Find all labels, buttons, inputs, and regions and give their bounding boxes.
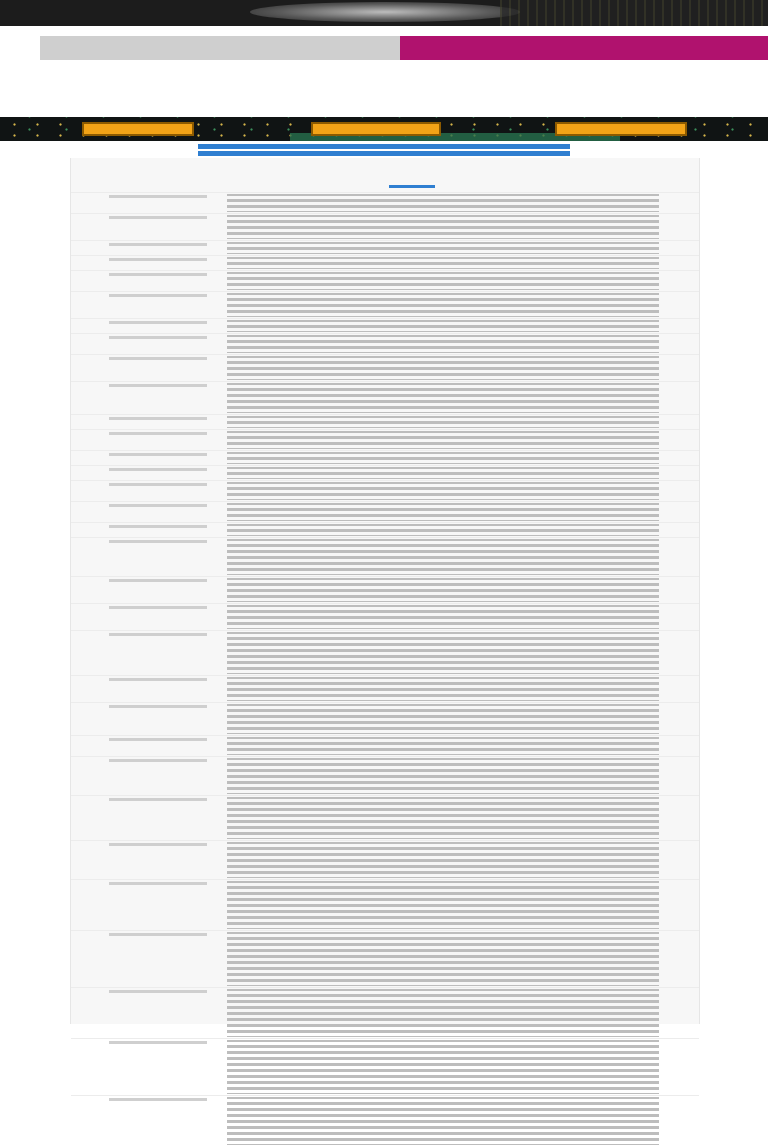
entry-spacer — [71, 334, 109, 354]
nav-link-1[interactable] — [198, 144, 570, 149]
entry-gap — [209, 1096, 227, 1146]
entry-term — [109, 193, 209, 213]
entry-term — [109, 415, 209, 429]
entry-row — [71, 522, 699, 537]
entry-spacer — [71, 796, 109, 840]
entry-row — [71, 987, 699, 1038]
entry-gap — [209, 757, 227, 795]
entry-description — [227, 415, 699, 429]
entry-description — [227, 736, 699, 756]
entry-spacer — [71, 415, 109, 429]
entry-term — [109, 334, 209, 354]
entry-description — [227, 703, 699, 735]
entry-row — [71, 879, 699, 930]
entry-row — [71, 930, 699, 987]
entry-term — [109, 214, 209, 240]
nav-button-1[interactable] — [82, 122, 194, 136]
entry-row — [71, 501, 699, 522]
entry-term — [109, 481, 209, 501]
entry-gap — [209, 736, 227, 756]
entry-description — [227, 241, 699, 255]
entry-term — [109, 502, 209, 522]
entry-description — [227, 292, 699, 318]
entry-term — [109, 796, 209, 840]
header-banner — [0, 0, 768, 26]
entry-gap — [209, 451, 227, 465]
entry-row — [71, 318, 699, 333]
entry-spacer — [71, 355, 109, 381]
entry-term — [109, 757, 209, 795]
entry-spacer — [71, 676, 109, 702]
entry-term — [109, 676, 209, 702]
entry-spacer — [71, 703, 109, 735]
entry-spacer — [71, 241, 109, 255]
entry-spacer — [71, 880, 109, 930]
entry-description — [227, 430, 699, 450]
entry-term — [109, 451, 209, 465]
entry-description — [227, 214, 699, 240]
entry-description — [227, 841, 699, 879]
entry-row — [71, 630, 699, 675]
nav-button-2[interactable] — [311, 122, 441, 136]
entry-term — [109, 256, 209, 270]
entry-term — [109, 988, 209, 1038]
entry-term — [109, 736, 209, 756]
entry-spacer — [71, 736, 109, 756]
entry-description — [227, 931, 699, 987]
entry-row — [71, 480, 699, 501]
entry-spacer — [71, 1096, 109, 1146]
entry-spacer — [71, 466, 109, 480]
entry-spacer — [71, 757, 109, 795]
entry-spacer — [71, 502, 109, 522]
entry-term — [109, 292, 209, 318]
entry-gap — [209, 796, 227, 840]
entry-row — [71, 576, 699, 603]
nav-link-2[interactable] — [198, 151, 570, 156]
entry-gap — [209, 481, 227, 501]
entry-description — [227, 676, 699, 702]
entry-description — [227, 796, 699, 840]
entry-term — [109, 430, 209, 450]
entry-term — [109, 523, 209, 537]
entry-description — [227, 631, 699, 675]
nav-button-3[interactable] — [555, 122, 687, 136]
entry-spacer — [71, 292, 109, 318]
entry-term — [109, 319, 209, 333]
entry-description — [227, 988, 699, 1038]
entry-spacer — [71, 841, 109, 879]
entry-spacer — [71, 1039, 109, 1095]
entry-description — [227, 334, 699, 354]
entry-row — [71, 735, 699, 756]
entry-term — [109, 271, 209, 291]
entry-row — [71, 429, 699, 450]
entry-spacer — [71, 577, 109, 603]
entry-gap — [209, 577, 227, 603]
entry-row — [71, 840, 699, 879]
entry-row — [71, 414, 699, 429]
entry-spacer — [71, 523, 109, 537]
entry-term — [109, 466, 209, 480]
entry-gap — [209, 466, 227, 480]
entry-gap — [209, 676, 227, 702]
entry-row — [71, 240, 699, 255]
entry-description — [227, 538, 699, 576]
entry-spacer — [71, 481, 109, 501]
entry-description — [227, 502, 699, 522]
entry-row — [71, 465, 699, 480]
entry-gap — [209, 523, 227, 537]
entry-row — [71, 537, 699, 576]
content-panel — [70, 158, 700, 1024]
entry-description — [227, 1096, 699, 1146]
entry-spacer — [71, 451, 109, 465]
entry-gap — [209, 241, 227, 255]
entry-row — [71, 603, 699, 630]
entry-row — [71, 270, 699, 291]
entry-description — [227, 757, 699, 795]
promo-bar-right[interactable] — [400, 36, 768, 60]
entry-row — [71, 756, 699, 795]
entry-row — [71, 291, 699, 318]
entry-spacer — [71, 256, 109, 270]
entry-spacer — [71, 271, 109, 291]
entry-row — [71, 795, 699, 840]
entry-term — [109, 841, 209, 879]
entry-gap — [209, 382, 227, 414]
entry-gap — [209, 334, 227, 354]
entry-description — [227, 604, 699, 630]
entry-row — [71, 255, 699, 270]
entry-spacer — [71, 193, 109, 213]
entry-term — [109, 1039, 209, 1095]
entry-term — [109, 604, 209, 630]
entry-row — [71, 702, 699, 735]
entry-description — [227, 466, 699, 480]
entry-spacer — [71, 319, 109, 333]
entry-spacer — [71, 538, 109, 576]
entry-row — [71, 675, 699, 702]
entry-term — [109, 577, 209, 603]
entry-term — [109, 241, 209, 255]
entry-spacer — [71, 430, 109, 450]
section-tab[interactable] — [389, 185, 435, 188]
entry-gap — [209, 430, 227, 450]
entry-term — [109, 355, 209, 381]
table-of-contents — [111, 161, 631, 179]
entry-gap — [209, 355, 227, 381]
entry-description — [227, 880, 699, 930]
entry-row — [71, 450, 699, 465]
nav-strip — [0, 117, 768, 141]
entry-description — [227, 481, 699, 501]
entry-gap — [209, 256, 227, 270]
entry-gap — [209, 214, 227, 240]
entry-row — [71, 354, 699, 381]
entry-gap — [209, 703, 227, 735]
entry-row — [71, 213, 699, 240]
entry-row — [71, 381, 699, 414]
entry-description — [227, 451, 699, 465]
promo-bar-left — [40, 36, 400, 60]
entry-description — [227, 319, 699, 333]
entry-term — [109, 1096, 209, 1146]
entry-description — [227, 193, 699, 213]
entry-gap — [209, 319, 227, 333]
entry-spacer — [71, 604, 109, 630]
entry-row — [71, 333, 699, 354]
entry-gap — [209, 271, 227, 291]
entry-term — [109, 631, 209, 675]
entry-row — [71, 1095, 699, 1146]
entry-gap — [209, 931, 227, 987]
entry-gap — [209, 502, 227, 522]
entry-description — [227, 382, 699, 414]
entry-term — [109, 931, 209, 987]
intro-paragraph — [72, 64, 696, 114]
entry-gap — [209, 988, 227, 1038]
entry-term — [109, 880, 209, 930]
entry-description — [227, 1039, 699, 1095]
entry-term — [109, 703, 209, 735]
entry-list — [71, 192, 699, 1146]
entry-description — [227, 271, 699, 291]
entry-description — [227, 355, 699, 381]
entry-gap — [209, 292, 227, 318]
entry-gap — [209, 604, 227, 630]
entry-row — [71, 1038, 699, 1095]
entry-spacer — [71, 931, 109, 987]
entry-spacer — [71, 382, 109, 414]
entry-spacer — [71, 214, 109, 240]
entry-gap — [209, 538, 227, 576]
entry-term — [109, 538, 209, 576]
entry-gap — [209, 193, 227, 213]
entry-row — [71, 192, 699, 213]
toc-link-3[interactable] — [111, 173, 631, 179]
entry-spacer — [71, 631, 109, 675]
entry-spacer — [71, 988, 109, 1038]
entry-gap — [209, 1039, 227, 1095]
entry-description — [227, 523, 699, 537]
entry-gap — [209, 841, 227, 879]
entry-gap — [209, 415, 227, 429]
entry-description — [227, 256, 699, 270]
entry-term — [109, 382, 209, 414]
entry-gap — [209, 880, 227, 930]
entry-gap — [209, 631, 227, 675]
entry-description — [227, 577, 699, 603]
